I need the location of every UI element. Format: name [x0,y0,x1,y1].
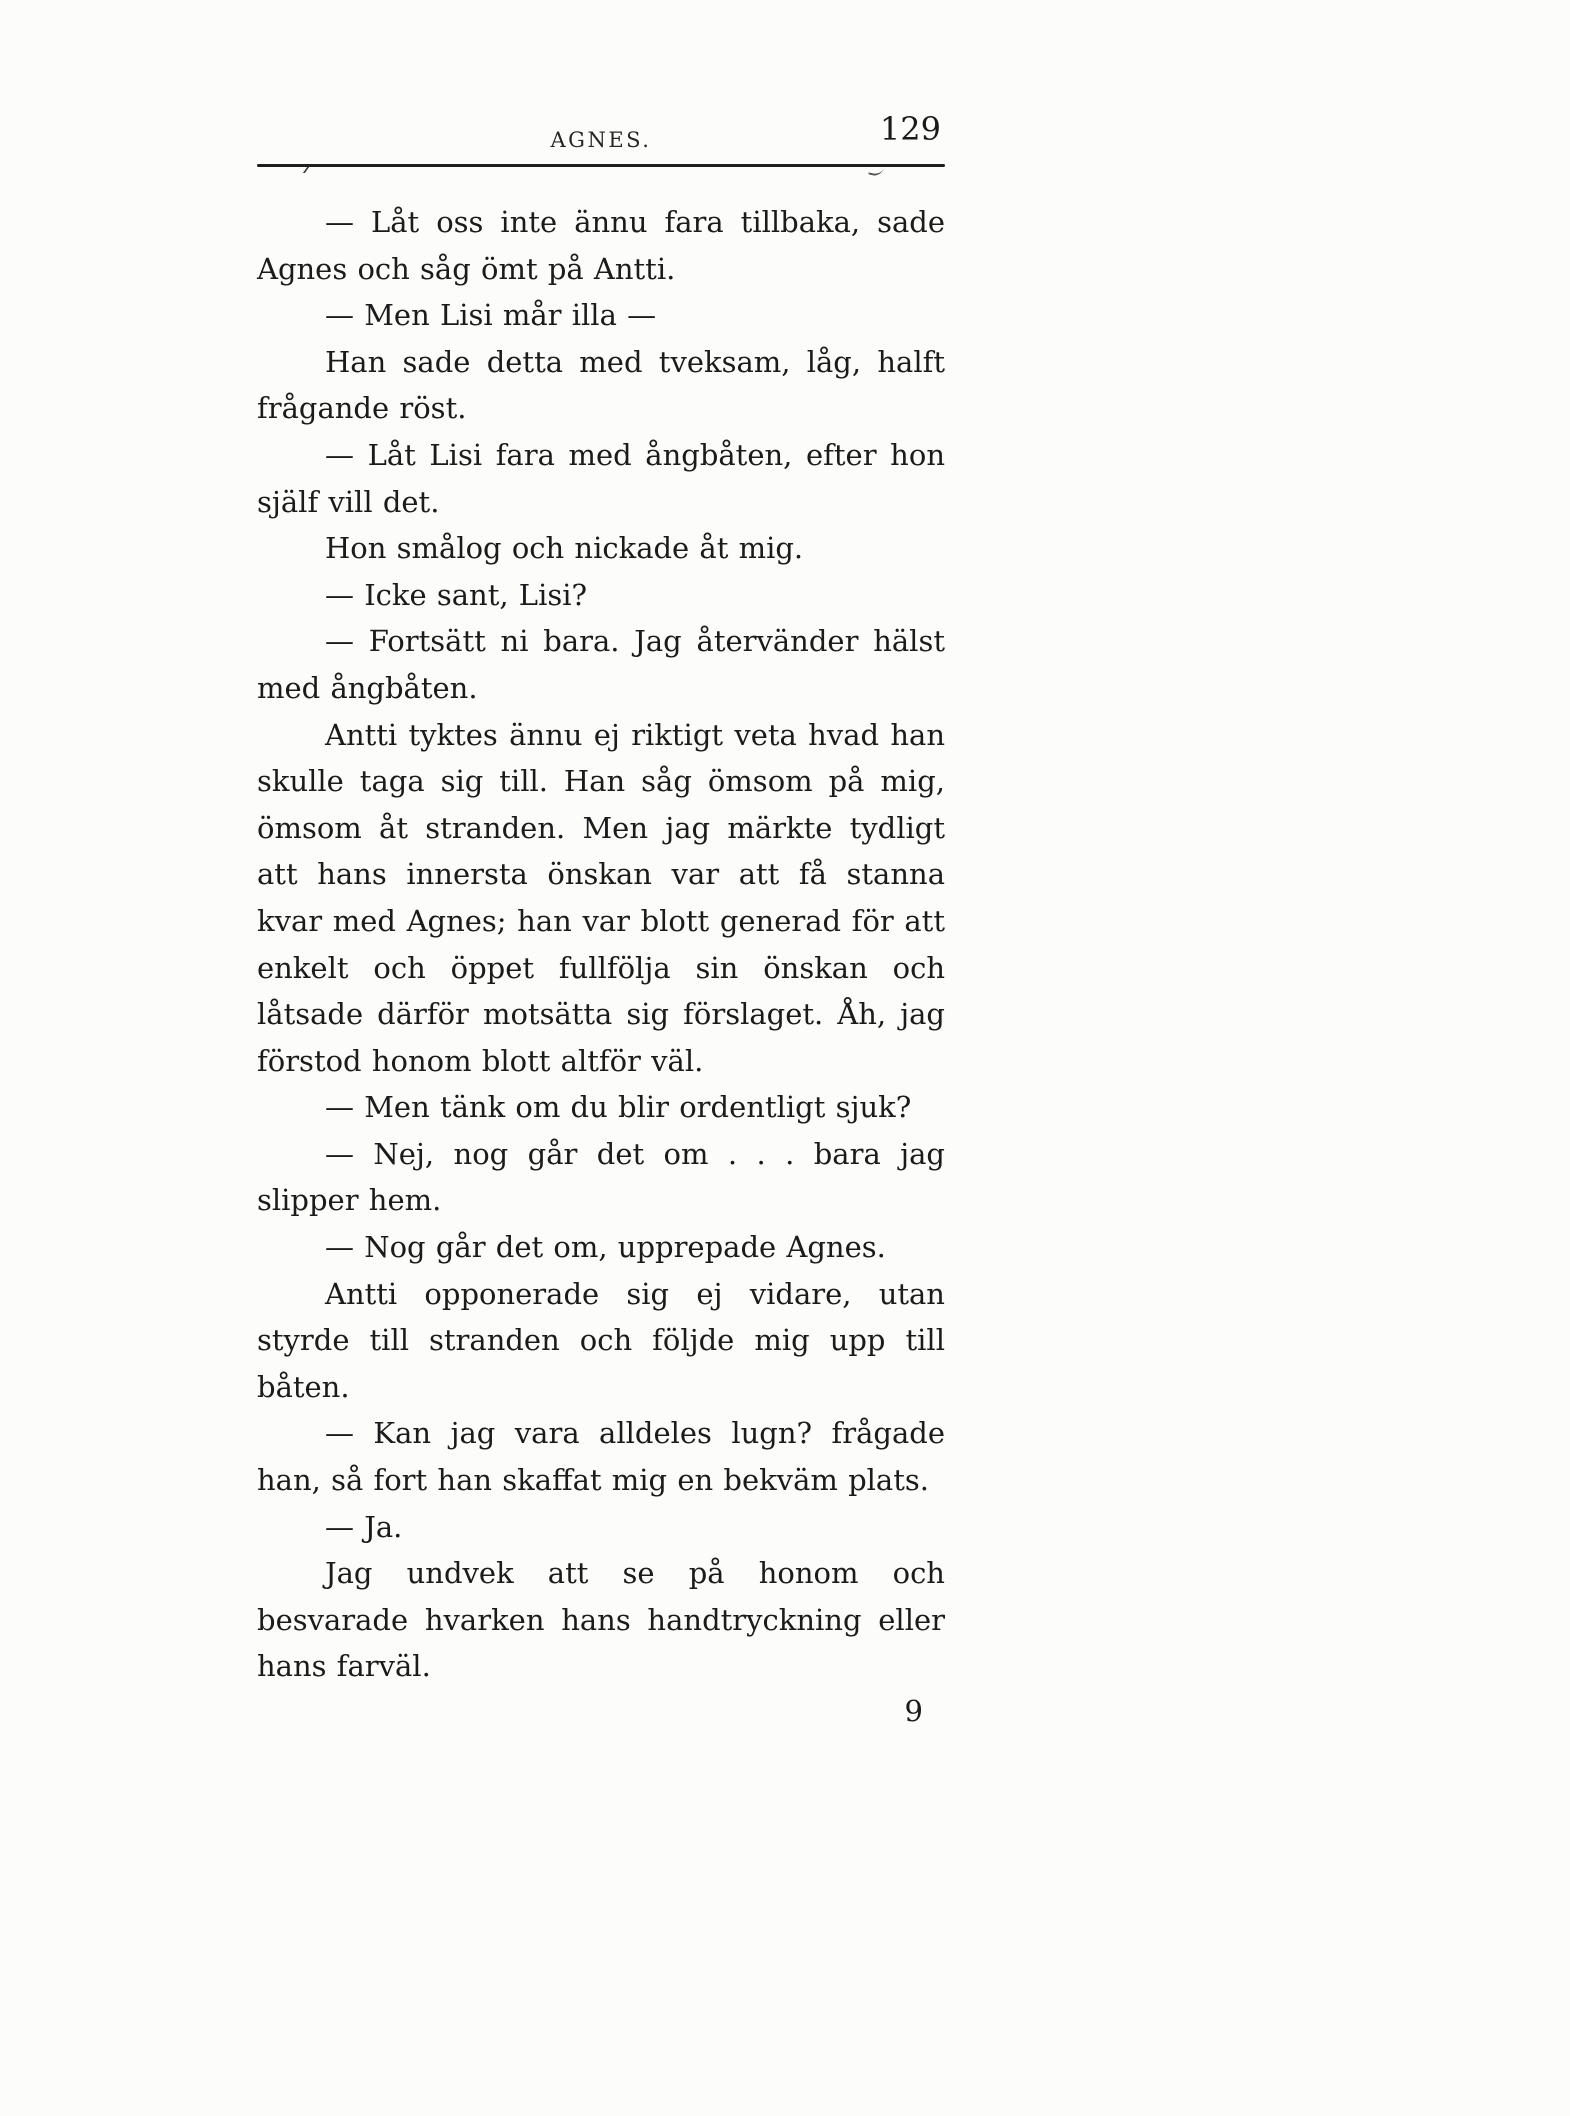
running-title: AGNES. [550,128,652,152]
page-number: 129 [879,110,941,148]
paragraph-12: Antti opponerade sig ej vidare, utan styrde till stranden och följde mig upp till båten. [257,1276,945,1404]
paragraph-13: — Kan jag vara alldeles lugn? frågade han, så fort han skaffat mig en bekväm plats. [257,1416,945,1498]
paragraph-10: — Nej, nog går det om . . . bara jag slipper hem. [257,1136,945,1218]
paragraph-6: — Icke sant, Lisi? [325,577,588,612]
paragraph-1: — Låt oss inte ännu fara tillbaka, sade Agnes och såg ömt på Antti. [257,205,945,286]
header-rule [257,164,945,167]
paragraph-15: Jag undvek att se på honom och besvarade hvarken hans handtryckning eller hans farväl. [257,1556,945,1684]
page-header [257,112,945,156]
paragraph-4: — Låt Lisi fara med ångbåten, efter hon själf vill det. [257,437,945,519]
paragraph-3: Han sade detta med tveksam, låg, halft frågande röst. [257,344,945,426]
paragraph-2: — Men Lisi mår illa — [325,298,657,333]
page-body [257,199,945,1690]
paragraph-8: Antti tyktes ännu ej riktigt veta hvad han skulle taga sig till. Han såg ömsom på mig, ömsom åt stranden. Men jag märkte tydligt att hans innersta önskan var att få stanna kvar med Agnes; han var blott generad för att enkelt och öppet fullfölja sin önskan och låtsade därför motsätta sig förslaget. Åh, jag förstod honom blott altför väl. [257,717,945,1078]
paragraph-11: — Nog går det om, upprepade Agnes. [325,1230,886,1265]
paragraph-7: — Fortsätt ni bara. Jag återvänder hälst med ångbåten. [257,624,945,705]
text-block [257,112,945,1728]
signature-mark: 9 [904,1694,923,1728]
paragraph-14: — Ja. [325,1509,403,1544]
paragraph-5: Hon smålog och nickade åt mig. [325,531,804,566]
paragraph-9: — Men tänk om du blir ordentligt sjuk? [325,1090,912,1125]
